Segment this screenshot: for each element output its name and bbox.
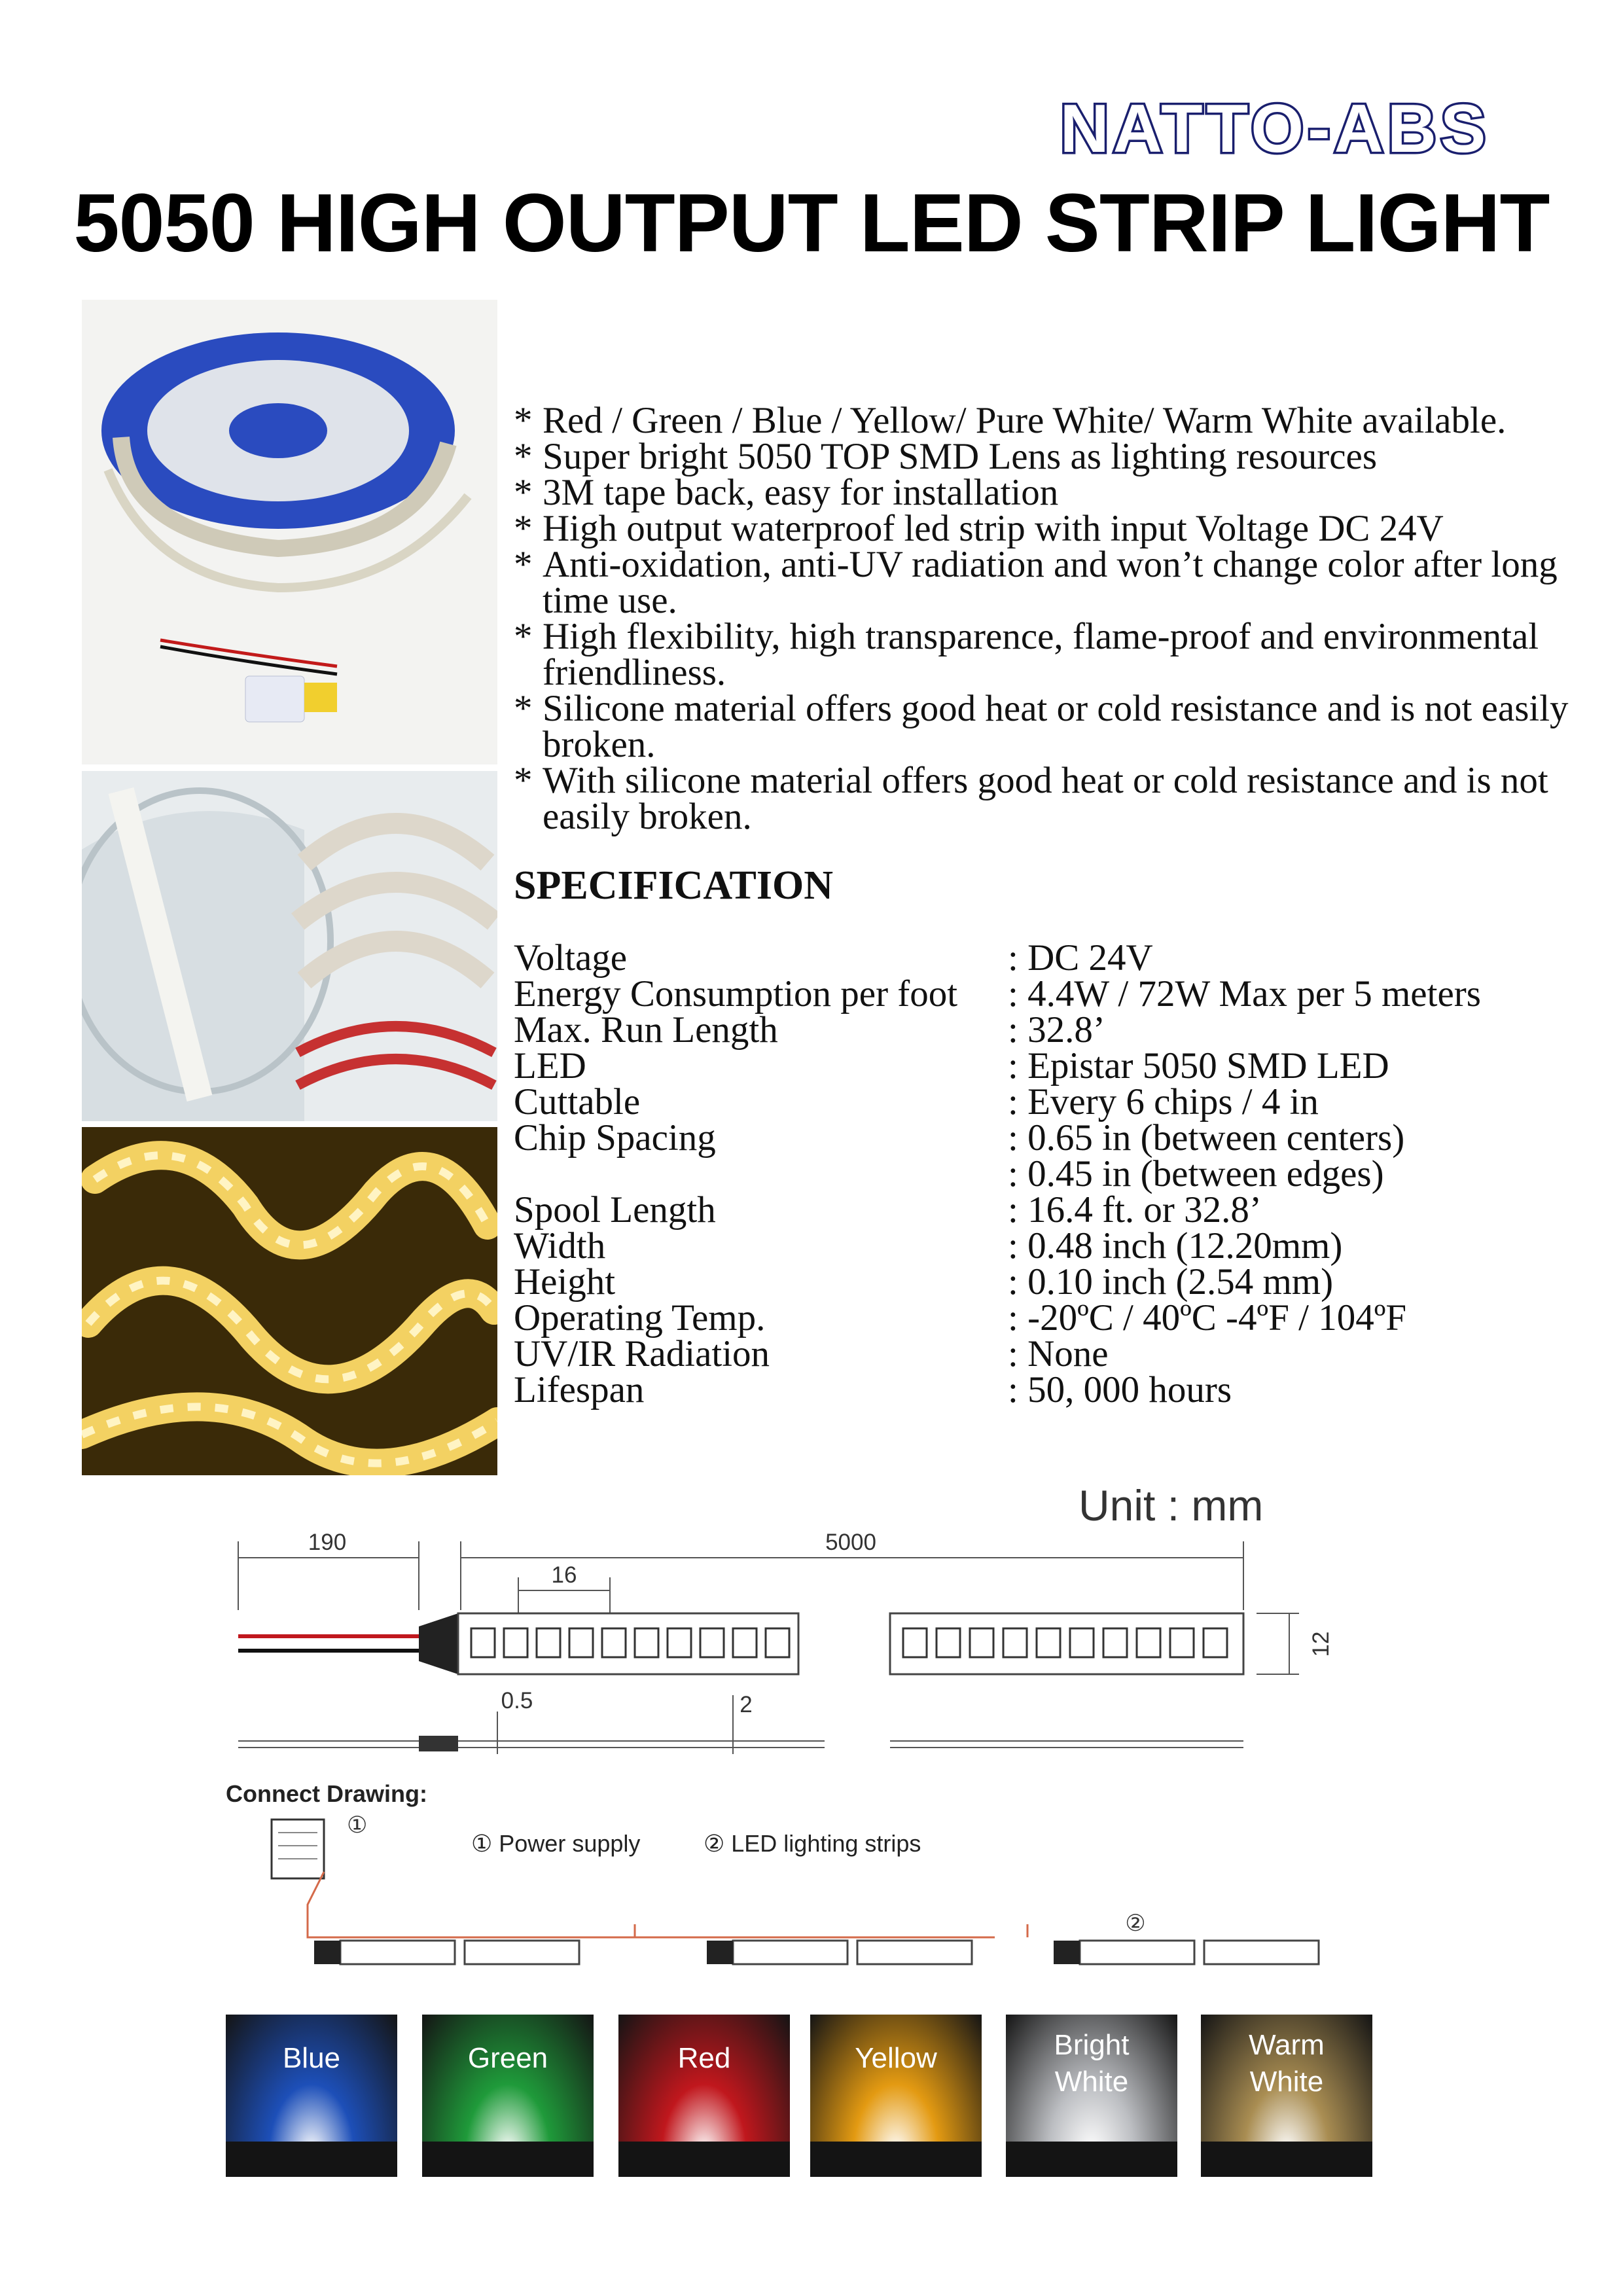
led-chip <box>1037 1628 1060 1657</box>
swatch-label: Blue <box>282 2042 341 2074</box>
dim-height: 2 <box>740 1692 753 1717</box>
feature-item: * Anti-oxidation, anti-UV radiation and won’t change color after long time use. <box>514 544 1558 621</box>
spec-row: Lifespan : 50, 000 hours <box>514 1369 1232 1410</box>
spec-row: Voltage : DC 24V <box>514 937 1153 978</box>
swatch-bright-white <box>1006 2015 1177 2177</box>
spec-row: Width : 0.48 inch (12.20mm) <box>514 1225 1343 1266</box>
strip-segment <box>1204 1941 1319 1964</box>
strip-connector <box>707 1941 733 1964</box>
connect-drawing-title: Connect Drawing: <box>226 1780 428 1807</box>
spec-table <box>514 937 1594 1410</box>
feature-item: * High output waterproof led strip with input Voltage DC 24V <box>514 508 1444 549</box>
feature-item: * Silicone material offers good heat or cold resistance and is not easily broken. <box>514 688 1569 765</box>
brand-logo-text: NATTO-ABS <box>1060 92 1490 164</box>
led-chip <box>766 1628 789 1657</box>
led-chip <box>1003 1628 1027 1657</box>
feature-item: * 3M tape back, easy for installation <box>514 472 1059 513</box>
led-strip-marker: ② <box>1125 1910 1146 1936</box>
led-chip <box>635 1628 658 1657</box>
led-chip <box>1137 1628 1160 1657</box>
spec-row: LED : Epistar 5050 SMD LED <box>514 1045 1389 1086</box>
strip-segment <box>1080 1941 1194 1964</box>
feature-item: * Super bright 5050 TOP SMD Lens as lighting resources <box>514 436 1378 477</box>
led-chip <box>471 1628 495 1657</box>
led-chip <box>504 1628 527 1657</box>
feature-item: * With silicone material offers good heat or cold resistance and is not easily broken. <box>514 760 1548 837</box>
swatch-label-2: White <box>1249 2066 1324 2098</box>
led-chip <box>970 1628 993 1657</box>
spec-row: Height : 0.10 inch (2.54 mm) <box>514 1261 1334 1302</box>
led-chip <box>569 1628 593 1657</box>
swatch-green <box>422 2015 594 2177</box>
strip-segment <box>733 1941 847 1964</box>
led-chip <box>668 1628 691 1657</box>
swatch-label: Yellow <box>855 2042 937 2074</box>
led-chip <box>903 1628 927 1657</box>
unit-label: Unit : mm <box>1079 1481 1264 1530</box>
swatch-label-2: White <box>1054 2066 1129 2098</box>
swatch-yellow <box>810 2015 982 2177</box>
led-chip <box>700 1628 724 1657</box>
spec-row: Chip Spacing : 0.65 in (between centers) <box>514 1117 1405 1158</box>
led-chip <box>1204 1628 1227 1657</box>
swatch-label: Warm <box>1249 2029 1325 2061</box>
spec-row: Operating Temp. : -20ºC / 40ºC -4ºF / 104ºF <box>514 1297 1407 1338</box>
strip-segment <box>465 1941 579 1964</box>
dim-pitch: 16 <box>551 1562 577 1588</box>
power-supply-marker: ① <box>347 1812 368 1838</box>
spec-row: Spool Length : 16.4 ft. or 32.8’ <box>514 1189 1262 1230</box>
led-chip <box>733 1628 757 1657</box>
strip-connector <box>314 1941 340 1964</box>
strip-segment <box>857 1941 972 1964</box>
dim-thickness: 0.5 <box>501 1688 533 1713</box>
spec-heading: SPECIFICATION <box>514 863 834 908</box>
led-chip <box>1070 1628 1094 1657</box>
led-chip <box>936 1628 960 1657</box>
led-reel-photo <box>82 300 497 764</box>
swatch-label: Bright <box>1054 2029 1130 2061</box>
led-chip <box>1103 1628 1127 1657</box>
swatch-red <box>618 2015 790 2177</box>
legend-power-supply: ① Power supply <box>471 1830 641 1857</box>
led-chip <box>1170 1628 1194 1657</box>
dim-width: 12 <box>1308 1631 1334 1657</box>
connected-strips <box>314 1941 1319 1964</box>
strip-segment <box>340 1941 455 1964</box>
spec-row: : 0.45 in (between edges) <box>1008 1153 1384 1194</box>
spec-row: Max. Run Length : 32.8’ <box>514 1009 1105 1050</box>
brand-logo <box>1007 92 1543 164</box>
spec-row: Cuttable : Every 6 chips / 4 in <box>514 1081 1319 1122</box>
feature-item: * Red / Green / Blue / Yellow/ Pure White/ Warm White available. <box>514 400 1507 441</box>
swatch-label: Red <box>677 2042 731 2074</box>
dimension-drawing <box>209 1479 1361 1970</box>
swatch-warm-white <box>1201 2015 1372 2177</box>
spec-row: UV/IR Radiation : None <box>514 1333 1109 1374</box>
waterproof-strip-photo <box>82 771 497 1121</box>
led-chip <box>537 1628 560 1657</box>
strip-connector <box>1054 1941 1080 1964</box>
legend-led-strips: ② LED lighting strips <box>704 1830 921 1857</box>
feature-list <box>514 400 1594 837</box>
led-chip <box>602 1628 626 1657</box>
spec-row: Energy Consumption per foot : 4.4W / 72W Max per 5 meters <box>514 973 1481 1014</box>
dim-strip-length: 5000 <box>825 1530 876 1555</box>
page-title: 5050 HIGH OUTPUT LED STRIP LIGHT <box>73 177 1550 269</box>
lit-warm-strip-photo <box>82 1127 497 1475</box>
swatch-blue <box>226 2015 397 2177</box>
swatch-label: Green <box>467 2042 548 2074</box>
dim-lead-length: 190 <box>308 1530 347 1555</box>
feature-item: * High flexibility, high transparence, flame-proof and environmental friendliness. <box>514 616 1539 693</box>
